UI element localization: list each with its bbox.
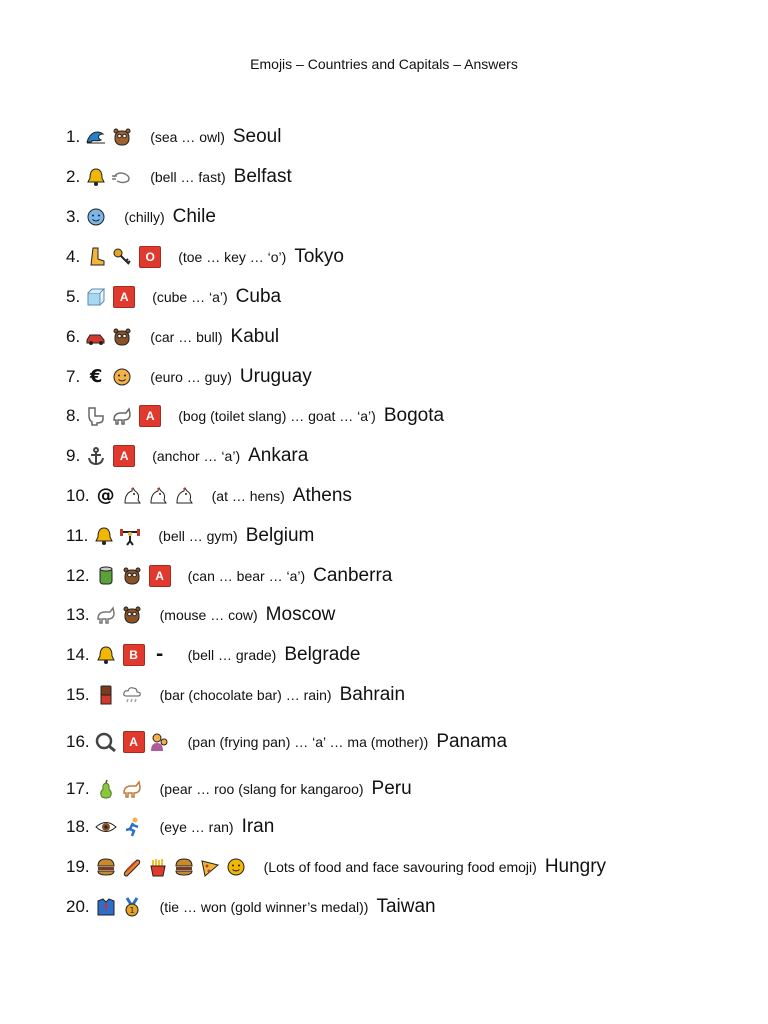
- pear-icon: [94, 777, 118, 801]
- car-icon: [84, 325, 108, 349]
- item-answer: Belgrade: [284, 644, 361, 665]
- item-clue: (can … bear … ‘a’): [187, 568, 306, 584]
- emoji-group: [94, 643, 174, 667]
- bear-face-icon: [120, 564, 144, 588]
- item-answer: Iran: [241, 816, 275, 837]
- minus-icon: -: [155, 644, 164, 665]
- list-item: [66, 521, 314, 551]
- letter-a-box: A: [113, 286, 135, 308]
- item-clue: (bar (chocolate bar) … rain): [159, 687, 332, 703]
- item-answer: Bahrain: [339, 684, 406, 705]
- list-item: [66, 162, 292, 192]
- item-answer: Cuba: [235, 286, 282, 307]
- item-answer: Taiwan: [376, 896, 436, 917]
- item-number: 17.: [66, 779, 90, 798]
- emoji-group: [94, 777, 146, 801]
- item-answer: Peru: [371, 778, 412, 799]
- emoji-group: [94, 603, 146, 627]
- ice-cube-icon: [84, 285, 108, 309]
- emoji-group: [84, 365, 136, 389]
- gold-medal-icon: [120, 895, 144, 919]
- item-answer: Canberra: [313, 565, 393, 586]
- list-item: [66, 561, 392, 591]
- item-clue: (pear … roo (slang for kangaroo): [159, 781, 364, 797]
- emoji-group: [84, 205, 110, 229]
- chicken-icon: [146, 484, 170, 508]
- item-clue: (bog (toilet slang) … goat … ‘a’): [178, 408, 376, 424]
- item-clue: (mouse … cow): [159, 607, 258, 623]
- item-clue: (pan (frying pan) … ‘a’ … ma (mother)): [187, 734, 429, 750]
- emoji-group: [84, 125, 136, 149]
- list-item: [66, 242, 344, 272]
- emoji-group: [94, 683, 146, 707]
- item-number: 19.: [66, 857, 90, 876]
- list-item: [66, 812, 274, 842]
- list-item: [66, 441, 308, 471]
- kangaroo-icon: [120, 777, 144, 801]
- euro-icon: €: [89, 366, 103, 387]
- frying-pan-icon: [94, 730, 118, 754]
- emoji-group: [84, 245, 164, 269]
- at-icon: @: [96, 485, 115, 506]
- boy-face-icon: [110, 365, 134, 389]
- letter-a-box: A: [113, 445, 135, 467]
- item-number: 3.: [66, 207, 81, 226]
- item-answer: Hungry: [544, 856, 607, 877]
- dash-icon: [110, 165, 134, 189]
- item-number: 18.: [66, 817, 90, 836]
- list-item: [66, 727, 507, 757]
- item-answer: Seoul: [232, 126, 282, 147]
- pizza-icon: [198, 855, 222, 879]
- eye-icon: [94, 815, 118, 839]
- item-answer: Belfast: [233, 166, 292, 187]
- wave-icon: [84, 125, 108, 149]
- emoji-group: [94, 484, 198, 508]
- item-clue: (bell … fast): [150, 169, 226, 185]
- hotdog-icon: [120, 855, 144, 879]
- item-answer: Panama: [436, 731, 508, 752]
- item-answer: Moscow: [265, 604, 336, 625]
- svg-text:1: 1: [129, 906, 135, 915]
- emoji-group: [84, 404, 164, 428]
- item-answer: Chile: [172, 206, 216, 227]
- item-clue: (bell … grade): [187, 647, 277, 663]
- burger-icon: [172, 855, 196, 879]
- item-clue: (toe … key … ‘o’): [178, 249, 287, 265]
- letter-a-box: A: [139, 405, 161, 427]
- emoji-group: [84, 165, 136, 189]
- letter-o-box: O: [139, 246, 161, 268]
- item-number: 6.: [66, 327, 81, 346]
- item-clue: (euro … guy): [150, 369, 232, 385]
- chicken-icon: [120, 484, 144, 508]
- foot-icon: [84, 245, 108, 269]
- item-number: 15.: [66, 685, 90, 704]
- emoji-group: [94, 855, 250, 879]
- emoji-group: [84, 285, 138, 309]
- item-number: 9.: [66, 446, 81, 465]
- item-clue: (sea … owl): [150, 129, 225, 145]
- item-answer: Ankara: [248, 445, 309, 466]
- emoji-group: [84, 325, 136, 349]
- list-item: [66, 640, 360, 670]
- list-item: [66, 852, 606, 882]
- item-clue: (cube … ‘a’): [152, 289, 228, 305]
- cow-face-icon: [120, 603, 144, 627]
- ox-icon: [110, 325, 134, 349]
- item-number: 4.: [66, 247, 81, 266]
- item-answer: Bogota: [383, 405, 445, 426]
- item-number: 10.: [66, 486, 90, 505]
- list-item: [66, 600, 335, 630]
- emoji-group: [94, 564, 174, 588]
- item-answer: Athens: [292, 485, 352, 506]
- fries-icon: [146, 855, 170, 879]
- list-item: [66, 774, 412, 804]
- letter-a-box: A: [123, 731, 145, 753]
- item-number: 13.: [66, 605, 90, 624]
- burger-icon: [94, 855, 118, 879]
- item-answer: Kabul: [230, 326, 280, 347]
- list-item: [66, 401, 444, 431]
- emoji-group: [94, 815, 146, 839]
- item-clue: (Lots of food and face savouring food emoji): [263, 859, 537, 875]
- item-number: 20.: [66, 897, 90, 916]
- chicken-icon: [172, 484, 196, 508]
- owl-icon: [110, 125, 134, 149]
- letter-b-box: B: [123, 644, 145, 666]
- yum-face-icon: [224, 855, 248, 879]
- letter-a-box: A: [149, 565, 171, 587]
- item-number: 16.: [66, 732, 90, 751]
- item-clue: (bell … gym): [158, 528, 238, 544]
- item-clue: (at … hens): [211, 488, 285, 504]
- list-item: [66, 122, 281, 152]
- emoji-group: [84, 444, 138, 468]
- bell-icon: [94, 643, 118, 667]
- list-item: [66, 202, 216, 232]
- item-clue: (anchor … ‘a’): [152, 448, 241, 464]
- cold-face-icon: [84, 205, 108, 229]
- item-clue: (tie … won (gold winner’s medal)): [159, 899, 369, 915]
- item-clue: (eye … ran): [159, 819, 234, 835]
- emoji-group: [92, 524, 144, 548]
- rain-cloud-icon: [120, 683, 144, 707]
- key-icon: [110, 245, 134, 269]
- toilet-icon: [84, 404, 108, 428]
- emoji-group: [94, 895, 146, 919]
- anchor-icon: [84, 444, 108, 468]
- chocolate-bar-icon: [94, 683, 118, 707]
- list-item: [66, 322, 279, 352]
- item-number: 14.: [66, 645, 90, 664]
- list-item: [66, 892, 436, 922]
- item-answer: Uruguay: [239, 366, 312, 387]
- item-clue: (car … bull): [150, 329, 223, 345]
- goat-icon: [110, 404, 134, 428]
- list-item: [66, 680, 405, 710]
- mouse-icon: [94, 603, 118, 627]
- list-item: [66, 362, 312, 392]
- list-item: [66, 282, 281, 312]
- item-number: 7.: [66, 367, 81, 386]
- shirt-tie-icon: [94, 895, 118, 919]
- runner-icon: [120, 815, 144, 839]
- item-number: 11.: [66, 526, 89, 545]
- page-title: Emojis – Countries and Capitals – Answers: [250, 56, 518, 72]
- item-number: 2.: [66, 167, 81, 186]
- item-answer: Tokyo: [294, 246, 344, 267]
- emoji-group: [94, 730, 174, 754]
- list-item: [66, 481, 352, 511]
- item-number: 5.: [66, 287, 81, 306]
- item-number: 8.: [66, 406, 81, 425]
- item-clue: (chilly): [124, 209, 165, 225]
- bell-icon: [84, 165, 108, 189]
- weightlifter-icon: [118, 524, 142, 548]
- bell-icon: [92, 524, 116, 548]
- item-number: 1.: [66, 127, 81, 146]
- mother-child-icon: [148, 730, 172, 754]
- item-number: 12.: [66, 566, 90, 585]
- item-answer: Belgium: [245, 525, 315, 546]
- can-icon: [94, 564, 118, 588]
